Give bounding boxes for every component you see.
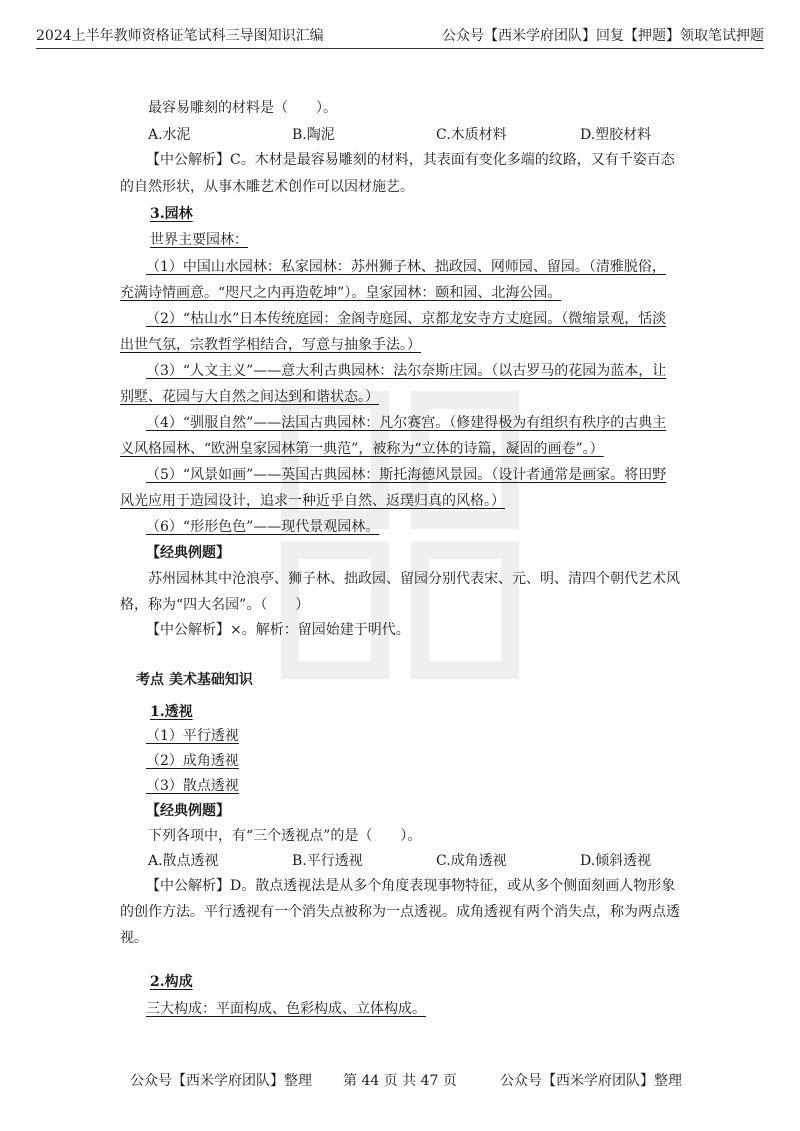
- page-footer: [130, 1071, 690, 1091]
- perspective-heading: 1.透视: [150, 704, 193, 720]
- example-heading: 【经典例题】: [146, 545, 230, 561]
- option-c: C.成角透视: [436, 853, 507, 869]
- page-header: [36, 26, 764, 49]
- header-title: 2024上半年教师资格证笔试科三导图知识汇编: [36, 28, 324, 44]
- option-d: D.塑胶材料: [580, 127, 652, 143]
- page-content: [120, 98, 688, 1019]
- page-number: 第 44 页 共 47 页: [343, 1073, 457, 1089]
- garden-item: （4）“驯服自然”——法国古典园林：凡尔赛宫。（修建得极为有组织有秩序的古典主: [146, 415, 667, 431]
- example-text: 苏州园林其中沧浪亭、狮子林、拙政园、留园分别代表宋、元、明、清四个朝代艺术风: [148, 571, 680, 587]
- garden-item: 出世气氛，宗教哲学相结合，写意与抽象手法。）: [120, 337, 421, 353]
- garden-item: （5）“风景如画”——英国古典园林：斯托海德风景园。（设计者通常是画家。将田野: [146, 467, 667, 483]
- analysis-line: 视。: [120, 930, 148, 946]
- garden-intro: 世界主要园林：: [150, 232, 248, 248]
- header-promo: 公众号【西米学府团队】回复【押题】领取笔试押题: [442, 28, 764, 44]
- example-heading: 【经典例题】: [146, 803, 230, 819]
- topic-heading: 考点 美术基础知识: [136, 672, 253, 688]
- garden-item: 别墅、花园与大自然之间达到和谐状态。）: [120, 389, 379, 405]
- question-options: [148, 125, 688, 145]
- analysis-line: 的创作方法。平行透视有一个消失点被称为一点透视。成角透视有两个消失点，称为两点透: [120, 904, 680, 920]
- garden-item: （1）中国山水园林：私家园林：苏州狮子林、拙政园、网师园、留园。（清雅脱俗，: [146, 259, 666, 275]
- option-b: B.平行透视: [292, 853, 363, 869]
- question-stem: 下列各项中，有“三个透视点”的是（ ）。: [148, 828, 422, 844]
- garden-item: 充满诗情画意。“咫尺之内再造乾坤”）。皇家园林：颐和园、北海公园。: [120, 285, 562, 301]
- composition-heading: 2.构成: [150, 974, 193, 990]
- footer-left: 公众号【西米学府团队】整理: [130, 1073, 312, 1089]
- garden-item: （3）“人文主义”——意大利古典园林：法尔奈斯庄园。（以古罗马的花园为蓝本，让: [146, 363, 667, 379]
- garden-item: （2）“枯山水”日本传统庭园：金阁寺庭园、京都龙安寺方丈庭园。（微缩景观，恬淡: [146, 311, 667, 327]
- analysis-line: 的自然形状，从事木雕艺术创作可以因材施艺。: [120, 179, 414, 195]
- option-d: D.倾斜透视: [580, 853, 652, 869]
- analysis-line: 【中公解析】D。散点透视法是从多个角度表现事物特征，或从多个侧面刻画人物形象: [146, 878, 676, 894]
- garden-item: 义风格园林、“欧洲皇家园林第一典范”，被称为“立体的诗篇，凝固的画卷”。）: [120, 441, 604, 457]
- analysis-line: 【中公解析】C。木材是最容易雕刻的材料，其表面有变化多端的纹路，又有千姿百态: [146, 152, 675, 168]
- example-text: 格，称为“四大名园”。（ ）: [120, 597, 310, 613]
- option-b: B.陶泥: [292, 127, 335, 143]
- perspective-item: （3）散点透视: [146, 778, 239, 794]
- question-stem: 最容易雕刻的材料是（ ）。: [148, 100, 337, 116]
- option-c: C.木质材料: [436, 127, 507, 143]
- perspective-item: （1）平行透视: [146, 728, 239, 744]
- garden-item: 风光应用于造园设计，追求一种近乎自然、返璞归真的风格。）: [120, 493, 505, 509]
- composition-text: 三大构成：平面构成、色彩构成、立体构成。: [146, 1001, 426, 1017]
- option-a: A.散点透视: [148, 853, 219, 869]
- example-answer: 【中公解析】×。解析：留园始建于明代。: [146, 622, 410, 638]
- garden-item: （6）“形形色色”——现代景观园林。: [146, 519, 380, 535]
- footer-right: 公众号【西米学府团队】整理: [500, 1073, 682, 1089]
- section-heading-garden: 3.园林: [150, 206, 193, 222]
- option-a: A.水泥: [148, 127, 191, 143]
- perspective-item: （2）成角透视: [146, 753, 239, 769]
- question-options: [148, 851, 688, 871]
